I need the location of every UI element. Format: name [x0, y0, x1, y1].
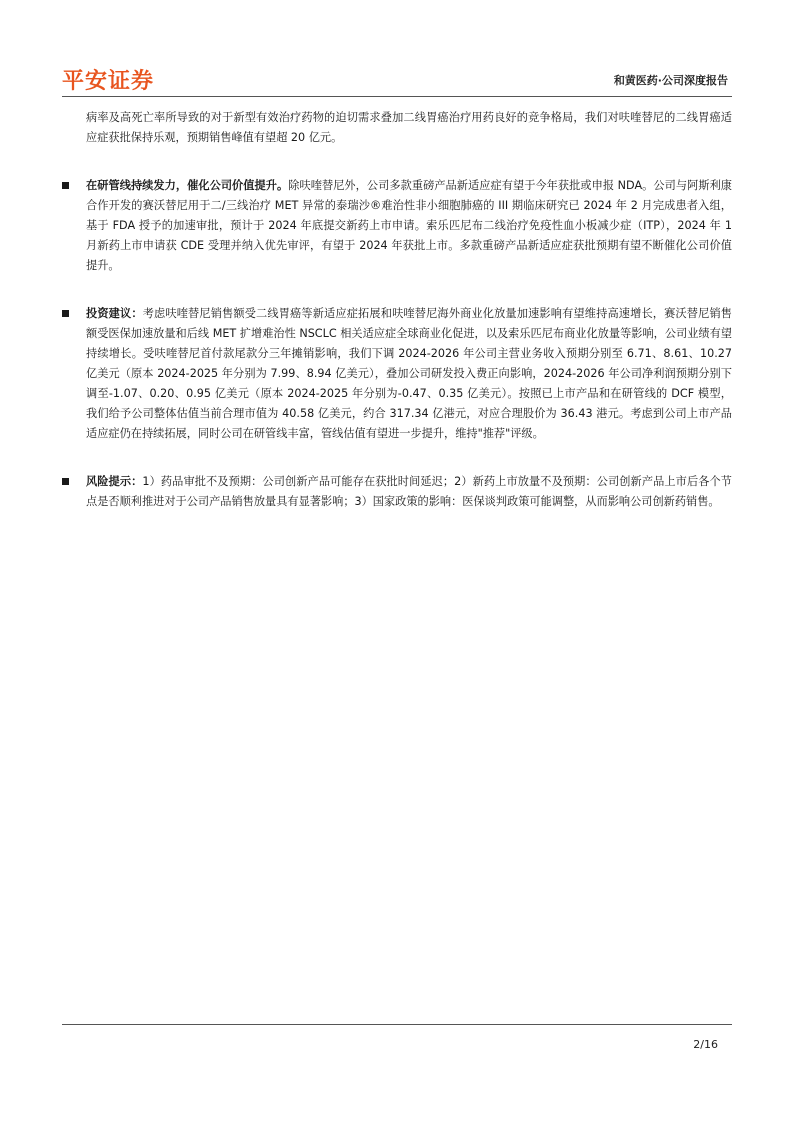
main-content	[62, 108, 732, 512]
bullet-text: 除呋喹替尼外，公司多款重磅产品新适应症有望于今年获批或申报 NDA。公司与阿斯利康合作开发的赛沃替尼用于二/三线治疗 MET 异常的泰瑞沙®难治性非小细胞肺癌的 III 期临床研究已 2024 年 2 月完成患者入组，基于 FDA 授予的加速审批，预计于 2024 年底提交新药上市申请。索乐匹尼布二线治疗免疫性血小板减少症（ITP），2024 年 1 月新药上市申请获 CDE 受理并纳入优先审评，有望于 2024 年获批上市。多款重磅产品新适应症获批预期有望不断催化公司价值提升。	[86, 179, 732, 272]
bullet-square-icon	[62, 478, 69, 485]
bullet-lead: 投资建议：	[86, 307, 143, 320]
bullet-square-icon	[62, 182, 69, 189]
document-label: 和黄医药·公司深度报告	[613, 74, 728, 87]
company-logo: 平安证券	[62, 69, 155, 94]
bullet-paragraph	[86, 304, 732, 444]
bullet-lead: 风险提示：	[86, 475, 143, 488]
intro-continuation: 病率及高死亡率所导致的对于新型有效治疗药物的迫切需求叠加二线胃癌治疗用药良好的竞争格局，我们对呋喹替尼的二线胃癌适应症获批保持乐观，预期销售峰值有望超 20 亿元。	[86, 111, 732, 144]
bullet-paragraph	[86, 176, 732, 276]
page-number: 2/16	[693, 1038, 718, 1051]
bullet-paragraph	[86, 472, 732, 512]
footer-divider	[62, 1024, 732, 1025]
bullet-text: 1）药品审批不及预期：公司创新产品可能存在获批时间延迟；2）新药上市放量不及预期：公司创新产品上市后各个节点是否顺利推进对于公司产品销售放量具有显著影响；3）国家政策的影响：医保谈判政策可能调整，从而影响公司创新药销售。	[86, 475, 732, 508]
bullet-investment-advice	[62, 304, 732, 444]
header-divider	[62, 96, 732, 97]
bullet-square-icon	[62, 310, 69, 317]
bullet-pipeline	[62, 176, 732, 276]
bullet-lead: 在研管线持续发力，催化公司价值提升。	[86, 179, 289, 192]
bullet-text: 考虑呋喹替尼销售额受二线胃癌等新适应症拓展和呋喹替尼海外商业化放量加速影响有望维持高速增长，赛沃替尼销售额受医保加速放量和后线 MET 扩增难治性 NSCLC 相关适应症全球商业化促进，以及索乐匹尼布商业化放量等影响，公司业绩有望持续增长。受呋喹替尼首付款尾款分三年摊销影响，我们下调 2024-2026 年公司主营业务收入预期分别至 6.71、8.61、10.27 亿美元（原本 2024-2025 年分别为 7.99、8.94 亿美元），叠加公司研发投入费正向影响，2024-2026 年公司净利润预期分别下调至-1.07、0.20、0.95 亿美元（原本 2024-2025 年分别为-0.47、0.35 亿美元）。按照已上市产品和在研管线的 DCF 模型，我们给予公司整体估值当前合理市值为 40.58 亿美元，约合 317.34 亿港元，对应合理股价为 36.43 港元。考虑到公司上市产品适应症仍在持续拓展，同时公司在研管线丰富，管线估值有望进一步提升，维持"推荐"评级。	[86, 307, 732, 440]
bullet-risk-warning	[62, 472, 732, 512]
